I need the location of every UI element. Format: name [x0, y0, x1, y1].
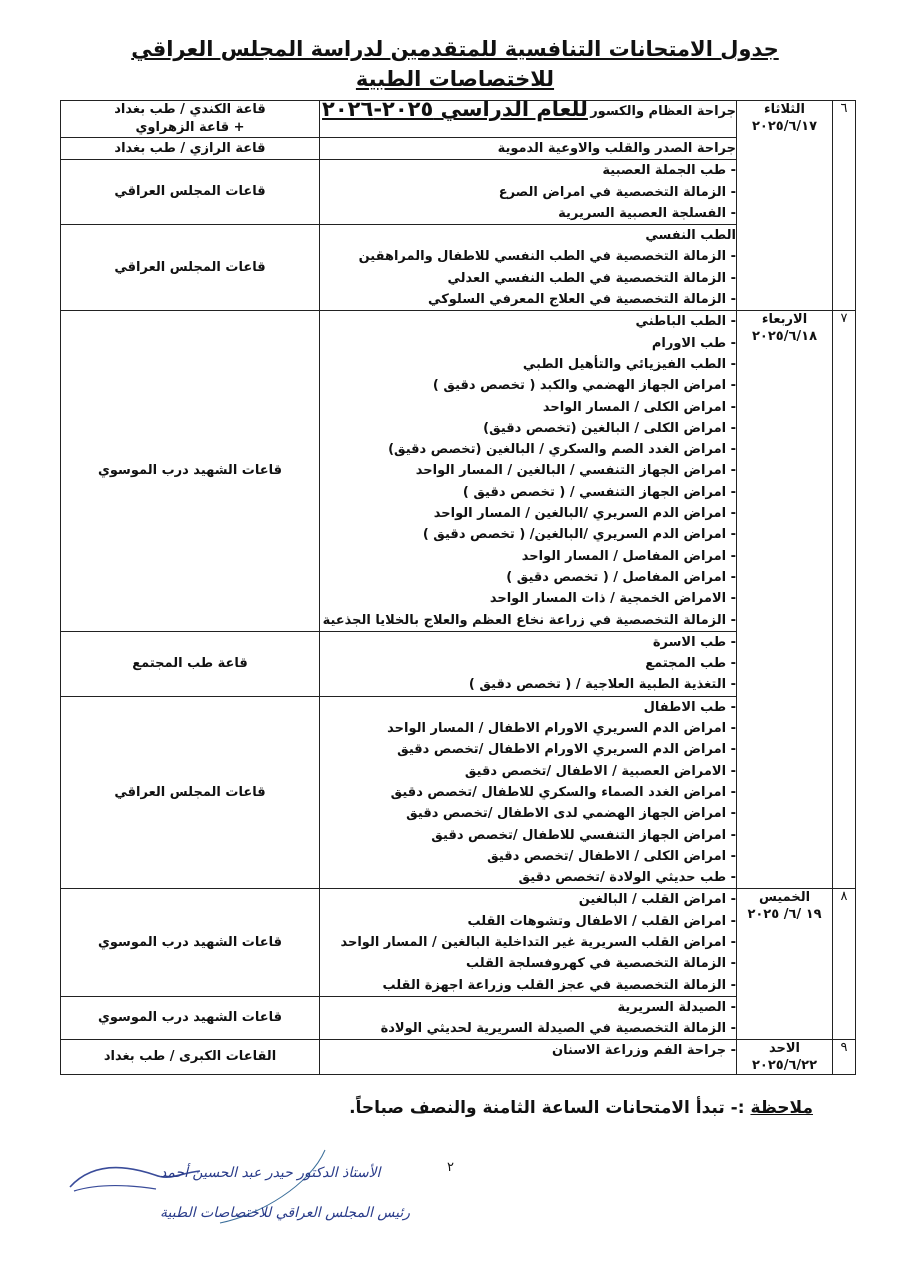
schedule-note	[349, 1098, 813, 1118]
exam-hall	[61, 225, 320, 311]
exam-hall	[61, 1040, 320, 1075]
specialty-item: - امراض الغدد الصم والسكري / البالغين (تخصص دقيق)	[388, 442, 736, 458]
exam-hall	[61, 138, 320, 160]
specialty-item: - امراض الدم السريري الاورام الاطفال /تخصص دقيق	[397, 742, 736, 758]
specialty-item: - امراض الجهاز التنفسي / ( تخصص دقيق )	[462, 484, 736, 500]
specialty-list	[320, 631, 737, 696]
exam-day: الاحد	[768, 1041, 800, 1057]
exam-day-cell	[737, 889, 833, 1040]
specialty-list	[320, 1040, 737, 1075]
hall-line: قاعات المجلس العراقي	[114, 784, 266, 800]
exam-date: ٢٠٢٥/٦/١٨	[751, 329, 818, 345]
specialty-item: - امراض الجهاز التنفسي للاطفال /تخصص دقيق	[431, 827, 736, 843]
hall-line: + قاعة الزهراوي	[135, 120, 245, 135]
schedule-row	[61, 225, 856, 311]
specialty-item: - امراض المفاصل / المسار الواحد	[521, 548, 736, 564]
specialty-item: - امراض الكلى / البالغين (تخصص دقيق)	[483, 420, 736, 436]
specialty-item: - الزمالة التخصصية في الطب النفسي للاطفال والمراهقين	[358, 249, 736, 265]
specialty-item: - طب الاطفال	[643, 699, 736, 715]
specialty-item: - الفسلجة العصبية السريرية	[558, 205, 736, 221]
specialty-item: - الصيدلة السريرية	[617, 999, 736, 1015]
exam-schedule-table	[60, 100, 856, 1075]
specialty-item: - امراض الدم السريري /البالغين/ ( تخصص دقيق )	[422, 527, 736, 543]
specialty-item: - الزمالة التخصصية في الطب النفسي العدلي	[447, 270, 736, 286]
academic-year-title: للعام الدراسي ٢٠٢٥-٢٠٢٦	[322, 97, 588, 121]
specialty-item: - امراض القلب السريرية غير التداخلية البالغين / المسار الواحد	[340, 934, 736, 950]
document-title: جدول الامتحانات التنافسية للمتقدمين لدراسة المجلس العراقي للاختصاصات الطبية	[131, 37, 779, 91]
signature-title: رئيس المجلس العراقي للاختصاصات الطبية	[160, 1205, 411, 1221]
signature-name: الأستاذ الدكتور حيدر عبد الحسين أحمد	[160, 1165, 381, 1181]
schedule-row	[61, 160, 856, 225]
specialty-item: - طب المجتمع	[645, 656, 736, 672]
specialty-list	[320, 889, 737, 996]
note-text: :- تبدأ الامتحانات الساعة الثامنة والنصف صباحاً.	[349, 1098, 751, 1118]
specialty-item: جراحة العظام والكسور	[590, 104, 736, 119]
specialty-item: - طب الاسرة	[652, 634, 736, 650]
specialty-item: - جراحة الفم وزراعة الاسنان	[551, 1043, 736, 1059]
specialty-item: - طب الجملة العصبية	[602, 163, 736, 179]
hall-line: قاعات المجلس العراقي	[114, 184, 266, 200]
hall-line: قاعات الشهيد درب الموسوي	[97, 934, 283, 950]
specialty-list	[320, 101, 737, 138]
hall-line: قاعات المجلس العراقي	[114, 259, 266, 275]
specialty-item: - امراض الجهاز الهضمي لدى الاطفال /تخصص دقيق	[406, 806, 736, 822]
schedule-row	[61, 996, 856, 1040]
exam-hall	[61, 631, 320, 696]
specialty-item: - امراض الدم السريري الاورام الاطفال / المسار الواحد	[387, 721, 736, 737]
hall-line: قاعة الكندي / طب بغداد	[114, 102, 266, 117]
exam-day-cell	[737, 311, 833, 889]
specialty-item: - امراض الكلى / المسار الواحد	[542, 399, 736, 415]
row-number: ٩	[833, 1040, 856, 1075]
page-number: ٢	[447, 1160, 454, 1175]
schedule-row	[61, 889, 856, 996]
exam-hall	[61, 101, 320, 138]
hall-line: قاعة الرازي / طب بغداد	[114, 140, 266, 156]
specialty-item: - الزمالة التخصصية في عجز القلب وزراعة اجهزة القلب	[382, 977, 736, 993]
schedule-row	[61, 631, 856, 696]
specialty-item: - امراض الجهاز التنفسي / البالغين / المسار الواحد	[415, 463, 736, 479]
exam-hall	[61, 889, 320, 996]
exam-date: ٢٠٢٥/٦/٢٢	[751, 1058, 818, 1074]
specialty-item: - التغذية الطبية العلاجية / ( تخصص دقيق )	[468, 677, 736, 693]
specialty-item: - الامراض العصبية / الاطفال /تخصص دقيق	[464, 763, 736, 779]
specialty-item: - امراض الكلى / الاطفال /تخصص دقيق	[487, 848, 736, 864]
schedule-row	[61, 311, 856, 631]
exam-hall	[61, 160, 320, 225]
specialty-item: الطب النفسي	[645, 228, 736, 244]
specialty-item: - امراض الجهاز الهضمي والكبد ( تخصص دقيق )	[432, 378, 736, 394]
specialty-list	[320, 996, 737, 1040]
schedule-row	[61, 138, 856, 160]
specialty-item: - الزمالة التخصصية في كهروفسلجة القلب	[465, 956, 736, 972]
row-number: ٨	[833, 889, 856, 1040]
specialty-item: - امراض القلب / البالغين	[578, 892, 736, 908]
exam-day: الخميس	[758, 890, 811, 906]
exam-day: الثلاثاء	[764, 102, 805, 117]
hall-line: قاعة طب المجتمع	[132, 655, 248, 671]
signature-block	[60, 1145, 411, 1255]
row-number: ٦	[833, 101, 856, 311]
note-label: ملاحظة	[750, 1098, 813, 1118]
exam-day-cell	[737, 1040, 833, 1075]
specialty-list	[320, 160, 737, 225]
schedule-row	[61, 1040, 856, 1075]
exam-hall	[61, 696, 320, 889]
hall-line: القاعات الكبرى / طب بغداد	[103, 1049, 277, 1065]
exam-date: ١٩ /٦/ ٢٠٢٥	[747, 907, 822, 923]
specialty-item: - الطب الباطني	[635, 314, 736, 330]
specialty-item: - الزمالة التخصصية في العلاج المعرفي السلوكي	[428, 292, 736, 308]
specialty-item: - امراض الدم السريري /البالغين / المسار الواحد	[433, 506, 736, 522]
exam-day: الاربعاء	[761, 312, 808, 328]
specialty-list	[320, 138, 737, 160]
specialty-item: جراحة الصدر والقلب والاوعية الدموية	[497, 141, 736, 156]
specialty-item: - الزمالة التخصصية في زراعة نخاع العظم والعلاج بالخلايا الجذعية	[322, 612, 736, 628]
specialty-item: - امراض الغدد الصماء والسكري للاطفال /تخصص دقيق	[390, 784, 736, 800]
specialty-item: - الزمالة التخصصية في الصيدلة السريرية لحديثي الولادة	[380, 1021, 736, 1037]
row-number: ٧	[833, 311, 856, 889]
specialty-list	[320, 311, 737, 631]
specialty-list	[320, 696, 737, 889]
schedule-row	[61, 696, 856, 889]
hall-line: قاعات الشهيد درب الموسوي	[97, 1010, 283, 1026]
specialty-list	[320, 225, 737, 311]
exam-hall	[61, 311, 320, 631]
specialty-item: - الزمالة التخصصية في امراض الصرع	[498, 184, 736, 200]
exam-hall	[61, 996, 320, 1040]
signature-flourish	[60, 1145, 350, 1255]
schedule-row	[61, 101, 856, 138]
specialty-item: - طب الاورام	[651, 335, 736, 351]
exam-day-cell	[737, 101, 833, 311]
hall-line: قاعات الشهيد درب الموسوي	[97, 463, 283, 479]
specialty-item: - امراض المفاصل / ( تخصص دقيق )	[506, 569, 736, 585]
exam-date: ٢٠٢٥/٦/١٧	[751, 119, 818, 134]
specialty-item: - الامراض الخمجية / ذات المسار الواحد	[489, 591, 736, 607]
specialty-item: - امراض القلب / الاطفال وتشوهات القلب	[467, 913, 736, 929]
specialty-item: - الطب الفيزيائي والتأهيل الطبي	[522, 356, 736, 372]
specialty-item: - طب حديثي الولادة /تخصص دقيق	[518, 870, 736, 886]
